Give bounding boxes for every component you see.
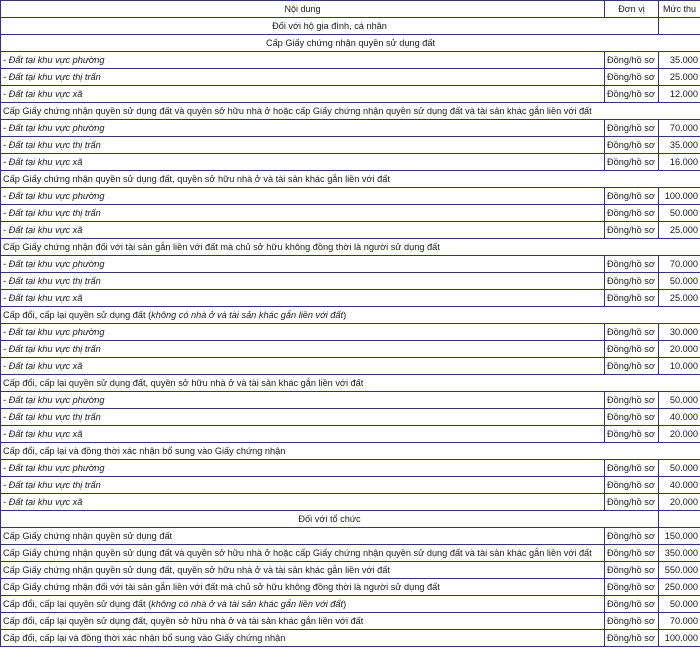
row-unit: Đồng/hồ sơ [605,630,659,647]
row-label [1,630,605,647]
row-unit: Đồng/hồ sơ [605,120,659,137]
group-title-text: Cấp Giấy chứng nhận quyền sử dụng đất và quyền sở hữu nhà ở hoặc cấp Giấy chứng nhận quyền sử dụng đất và tài sản khác gắn liền với đất [3,105,592,116]
row-unit: Đồng/hồ sơ [605,188,659,205]
table-row [1,409,700,426]
row-label: - Đất tại khu vực phường [1,188,605,205]
group-title [1,443,700,460]
table-row [1,562,700,579]
row-fee: 250.000 [659,579,700,596]
row-fee: 50.000 [659,205,700,222]
table-row [1,630,700,647]
row-label: - Đất tại khu vực thị trấn [1,205,605,222]
row-label: - Đất tại khu vực thị trấn [1,273,605,290]
group-title [1,239,700,256]
row-label: - Đất tại khu vực phường [1,256,605,273]
row-label: - Đất tại khu vực thị trấn [1,477,605,494]
row-unit: Đồng/hồ sơ [605,392,659,409]
group-title-text: Cấp đổi, cấp lại quyền sử dụng đất, quyền sở hữu nhà ở và tài sản khác gắn liền với đất [3,377,364,388]
group-title-after: ) [343,309,347,320]
row-fee: 25.000 [659,290,700,307]
section-heading-row [1,18,700,35]
section-title: Đối với hộ gia đình, cá nhân [1,18,659,35]
group-title-text: Cấp Giấy chứng nhận quyền sử dụng đất, quyền sở hữu nhà ở và tài sản khác gắn liền với đất [3,173,390,184]
row-unit: Đồng/hồ sơ [605,528,659,545]
table-row [1,341,700,358]
table-row [1,69,700,86]
row-unit: Đồng/hồ sơ [605,426,659,443]
row-label-text: Cấp đổi, cấp lại quyền sử dụng đất ( [3,598,152,609]
table-row [1,528,700,545]
table-row [1,256,700,273]
table-row [1,205,700,222]
row-fee: 50.000 [659,392,700,409]
row-label: - Đất tại khu vực xã [1,154,605,171]
group-title-row [1,103,700,120]
row-unit: Đồng/hồ sơ [605,205,659,222]
row-fee: 30.000 [659,324,700,341]
row-fee: 350.000 [659,545,700,562]
row-label: - Đất tại khu vực thị trấn [1,69,605,86]
row-label-text: Cấp đổi, cấp lại và đồng thời xác nhận bổ sung vào Giấy chứng nhận [3,632,286,643]
row-unit: Đồng/hồ sơ [605,409,659,426]
table-row [1,154,700,171]
section-heading-row [1,511,700,528]
table-row [1,222,700,239]
row-label: - Đất tại khu vực thị trấn [1,409,605,426]
row-label-text: Cấp Giấy chứng nhận đối với tài sản gắn liền với đất mà chủ sở hữu không đồng thời là người sử dụng đất [3,581,440,592]
section-title: Đối với tổ chức [1,511,659,528]
table-row [1,392,700,409]
header-unit: Đơn vị [605,1,659,18]
row-label-text: Cấp Giấy chứng nhận quyền sử dụng đất và quyền sở hữu nhà ở hoặc cấp Giấy chứng nhận quyền sử dụng đất và tài sản khác gắn liền với đất [3,547,592,558]
table-header-row [1,1,700,18]
row-label: - Đất tại khu vực xã [1,222,605,239]
row-unit: Đồng/hồ sơ [605,324,659,341]
row-unit: Đồng/hồ sơ [605,596,659,613]
table-row [1,120,700,137]
row-fee: 35.000 [659,137,700,154]
table-row [1,579,700,596]
row-fee: 25.000 [659,69,700,86]
row-unit: Đồng/hồ sơ [605,494,659,511]
row-label-text: Cấp Giấy chứng nhận quyền sử dụng đất [3,530,173,541]
row-label: - Đất tại khu vực thị trấn [1,137,605,154]
row-label [1,596,605,613]
row-label: - Đất tại khu vực phường [1,52,605,69]
table-row [1,52,700,69]
row-fee: 20.000 [659,341,700,358]
row-unit: Đồng/hồ sơ [605,460,659,477]
row-label: - Đất tại khu vực xã [1,358,605,375]
row-fee: 20.000 [659,494,700,511]
table-row [1,596,700,613]
row-unit: Đồng/hồ sơ [605,86,659,103]
row-unit: Đồng/hồ sơ [605,477,659,494]
row-unit: Đồng/hồ sơ [605,137,659,154]
row-label: - Đất tại khu vực xã [1,290,605,307]
row-label [1,613,605,630]
header-content: Nội dung [1,1,605,18]
row-label: - Đất tại khu vực phường [1,460,605,477]
row-label: - Đất tại khu vực thị trấn [1,341,605,358]
row-unit: Đồng/hồ sơ [605,52,659,69]
group-title-row [1,171,700,188]
row-fee: 100.000 [659,188,700,205]
table-row [1,426,700,443]
row-label-italic: không có nhà ở và tài sản khác gắn liền với đất [151,598,344,609]
row-unit: Đồng/hồ sơ [605,273,659,290]
row-unit: Đồng/hồ sơ [605,579,659,596]
table-row [1,188,700,205]
row-fee: 100.000 [659,630,700,647]
row-unit: Đồng/hồ sơ [605,290,659,307]
group-title-italic: không có nhà ở và tài sản khác gắn liền với đất [151,309,344,320]
row-fee: 70.000 [659,256,700,273]
row-fee: 40.000 [659,477,700,494]
row-label-after: ) [343,598,347,609]
row-label [1,545,605,562]
group-title-text: Cấp đổi, cấp lại quyền sử dụng đất ( [3,309,152,320]
table-row [1,86,700,103]
group-title [1,35,700,52]
row-fee: 550.000 [659,562,700,579]
table-row [1,460,700,477]
group-title-row [1,239,700,256]
row-unit: Đồng/hồ sơ [605,256,659,273]
table-row [1,273,700,290]
table-row [1,324,700,341]
row-unit: Đồng/hồ sơ [605,613,659,630]
row-fee: 40.000 [659,409,700,426]
row-fee: 16.000 [659,154,700,171]
table-row [1,358,700,375]
table-row [1,477,700,494]
group-title [1,375,700,392]
group-title [1,171,700,188]
row-fee: 35.000 [659,52,700,69]
group-title-text: Cấp Giấy chứng nhận đối với tài sản gắn liền với đất mà chủ sở hữu không đồng thời là người sử dụng đất [3,241,440,252]
row-label: - Đất tại khu vực phường [1,392,605,409]
group-title-row [1,307,700,324]
table-row [1,613,700,630]
group-title-row [1,375,700,392]
empty-cell [659,511,700,528]
row-label: - Đất tại khu vực phường [1,324,605,341]
row-label [1,528,605,545]
row-unit: Đồng/hồ sơ [605,341,659,358]
row-label-text: Cấp đổi, cấp lại quyền sử dụng đất, quyền sở hữu nhà ở và tài sản khác gắn liền với đất [3,615,364,626]
row-fee: 150.000 [659,528,700,545]
group-title-row [1,443,700,460]
row-fee: 25.000 [659,222,700,239]
row-unit: Đồng/hồ sơ [605,562,659,579]
group-title-row [1,35,700,52]
empty-cell [659,18,700,35]
group-title [1,307,700,324]
row-fee: 50.000 [659,460,700,477]
row-label: - Đất tại khu vực phường [1,120,605,137]
row-fee: 20.000 [659,426,700,443]
header-fee: Mức thu [659,1,700,18]
row-fee: 70.000 [659,613,700,630]
group-title [1,103,700,120]
row-unit: Đồng/hồ sơ [605,154,659,171]
row-label [1,579,605,596]
fee-table-body [1,18,700,647]
row-label: - Đất tại khu vực xã [1,86,605,103]
row-unit: Đồng/hồ sơ [605,358,659,375]
table-row [1,494,700,511]
row-fee: 70.000 [659,120,700,137]
group-title-text: Cấp đổi, cấp lại và đồng thời xác nhận bổ sung vào Giấy chứng nhận [3,445,286,456]
row-label-text: Cấp Giấy chứng nhận quyền sử dụng đất, quyền sở hữu nhà ở và tài sản khác gắn liền với đất [3,564,390,575]
row-unit: Đồng/hồ sơ [605,69,659,86]
row-unit: Đồng/hồ sơ [605,545,659,562]
table-row [1,290,700,307]
row-label [1,562,605,579]
row-fee: 50.000 [659,596,700,613]
row-label: - Đất tại khu vực xã [1,426,605,443]
group-title-text: Cấp Giấy chứng nhận quyền sử dụng đất [265,37,436,48]
row-fee: 10.000 [659,358,700,375]
row-fee: 50.000 [659,273,700,290]
row-unit: Đồng/hồ sơ [605,222,659,239]
table-row [1,137,700,154]
row-label: - Đất tại khu vực xã [1,494,605,511]
table-row [1,545,700,562]
row-fee: 12.000 [659,86,700,103]
